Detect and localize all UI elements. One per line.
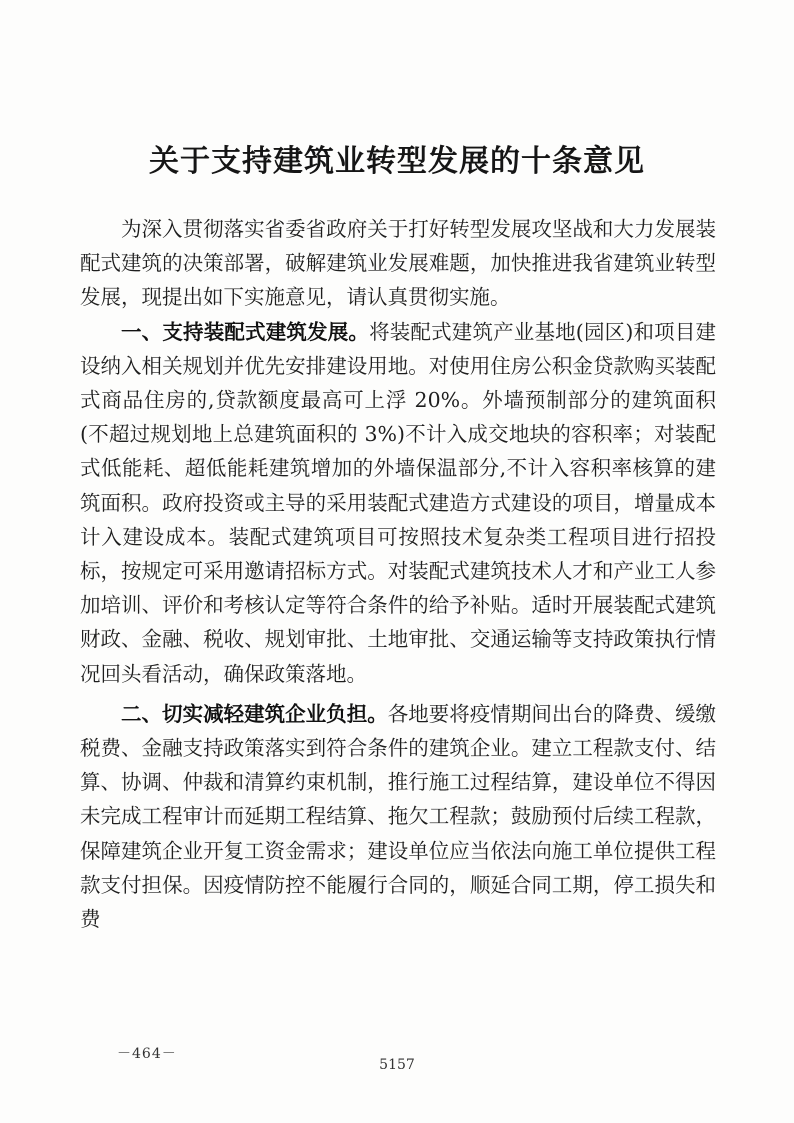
section-2-heading: 二、切实减轻建筑企业负担。: [121, 701, 388, 726]
section-2-paragraph: [80, 697, 716, 936]
section-1-heading: 一、支持装配式建筑发展。: [121, 319, 370, 344]
section-2-text: 各地要将疫情期间出台的降费、缓缴税费、金融支持政策落实到符合条件的建筑企业。建立工程款支付、结算、协调、仲裁和清算约束机制，推行施工过程结算，建设单位不得因未完成工程审计而延期工程结算、拖欠工程款；鼓励预付后续工程款，保障建筑企业开复工资金需求；建设单位应当依法向施工单位提供工程款支付担保。因疫情防控不能履行合同的，顺延合同工期，停工损失和费: [80, 701, 717, 932]
page-number-left: －464－: [117, 1046, 177, 1062]
document-title: 关于支持建筑业转型发展的十条意见: [149, 144, 645, 179]
page-number-bottom: 5157: [379, 1057, 415, 1073]
intro-paragraph: 为深入贯彻落实省委省政府关于打好转型发展攻坚战和大力发展装配式建筑的决策部署，破解建筑业发展难题，加快推进我省建筑业转型发展，现提出如下实施意见，请认真贯彻实施。: [80, 217, 716, 310]
section-1-text: 将装配式建筑产业基地(园区)和项目建设纳入相关规划并优先安排建设用地。对使用住房公积金贷款购买装配式商品住房的,贷款额度最高可上浮 20%。外墙预制部分的建筑面积(不超过规划地上总建筑面积的 3%)不计入成交地块的容积率；对装配式低能耗、超低能耗建筑增加的外墙保温部分,不计入容积率核算的建筑面积。政府投资或主导的采用装配式建造方式建设的项目，增量成本计入建设成本。装配式建筑项目可按照技术复杂类工程项目进行招投标，按规定可采用邀请招标方式。对装配式建筑技术人才和产业工人参加培训、评价和考核认定等符合条件的给予补贴。适时开展装配式建筑财政、金融、税收、规划审批、土地审批、交通运输等支持政策执行情况回头看活动，确保政策落地。: [80, 319, 717, 686]
document-body: [80, 212, 716, 936]
section-1-paragraph: [80, 315, 716, 691]
